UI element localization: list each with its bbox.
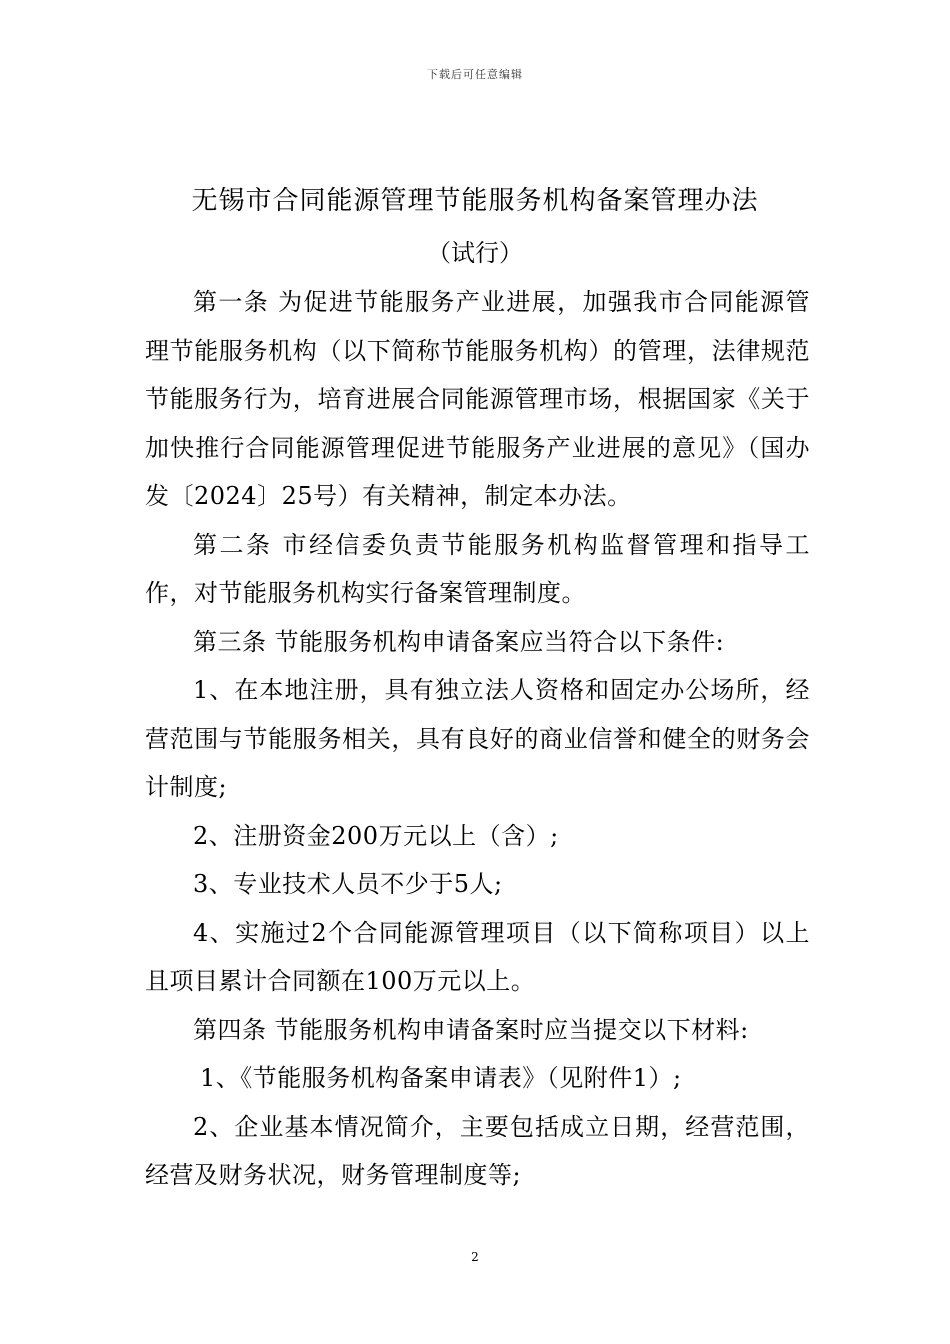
article-4: 第四条 节能服务机构申请备案时应当提交以下材料: (193, 1015, 749, 1044)
article-4-item-1: 1、《节能服务机构备案申请表》（见附件1）; (200, 1064, 682, 1092)
article-3-item-4: 4、实施过2个合同能源管理项目（以下简称项目）以上且项目累计合同额在100万元以上。 (145, 918, 810, 995)
article-3-item-1: 1、在本地注册，具有独立法人资格和固定办公场所，经营范围与节能服务相关，具有良好的商业信誉和健全的财务会计制度; (145, 676, 810, 801)
article-1: 第一条 为促进节能服务产业进展，加强我市合同能源管理节能服务机构（以下简称节能服务机构）的管理，法律规范节能服务行为，培育进展合同能源管理市场，根据国家《关于加快推行合同能源管理促进节能服务产业进展的意见》（国办发〔2024〕25号）有关精神，制定本办法。 (145, 288, 810, 510)
article-3-item-2: 2、注册资金200万元以上（含）; (193, 821, 559, 850)
document-title: 无锡市合同能源管理节能服务机构备案管理办法 (191, 186, 759, 216)
page-number: 2 (471, 1250, 479, 1264)
article-4-item-2: 2、企业基本情况简介，主要包括成立日期，经营范围，经营及财务状况，财务管理制度等; (145, 1112, 810, 1189)
article-2: 第二条 市经信委负责节能服务机构监督管理和指导工作，对节能服务机构实行备案管理制度。 (145, 530, 810, 607)
document-body (145, 278, 810, 1200)
header-note: 下载后可任意编辑 (427, 68, 523, 81)
document-subtitle: （试行） (427, 239, 523, 267)
article-3-item-3: 3、专业技术人员不少于5人; (193, 870, 503, 898)
article-3: 第三条 节能服务机构申请备案应当符合以下条件: (193, 627, 725, 656)
